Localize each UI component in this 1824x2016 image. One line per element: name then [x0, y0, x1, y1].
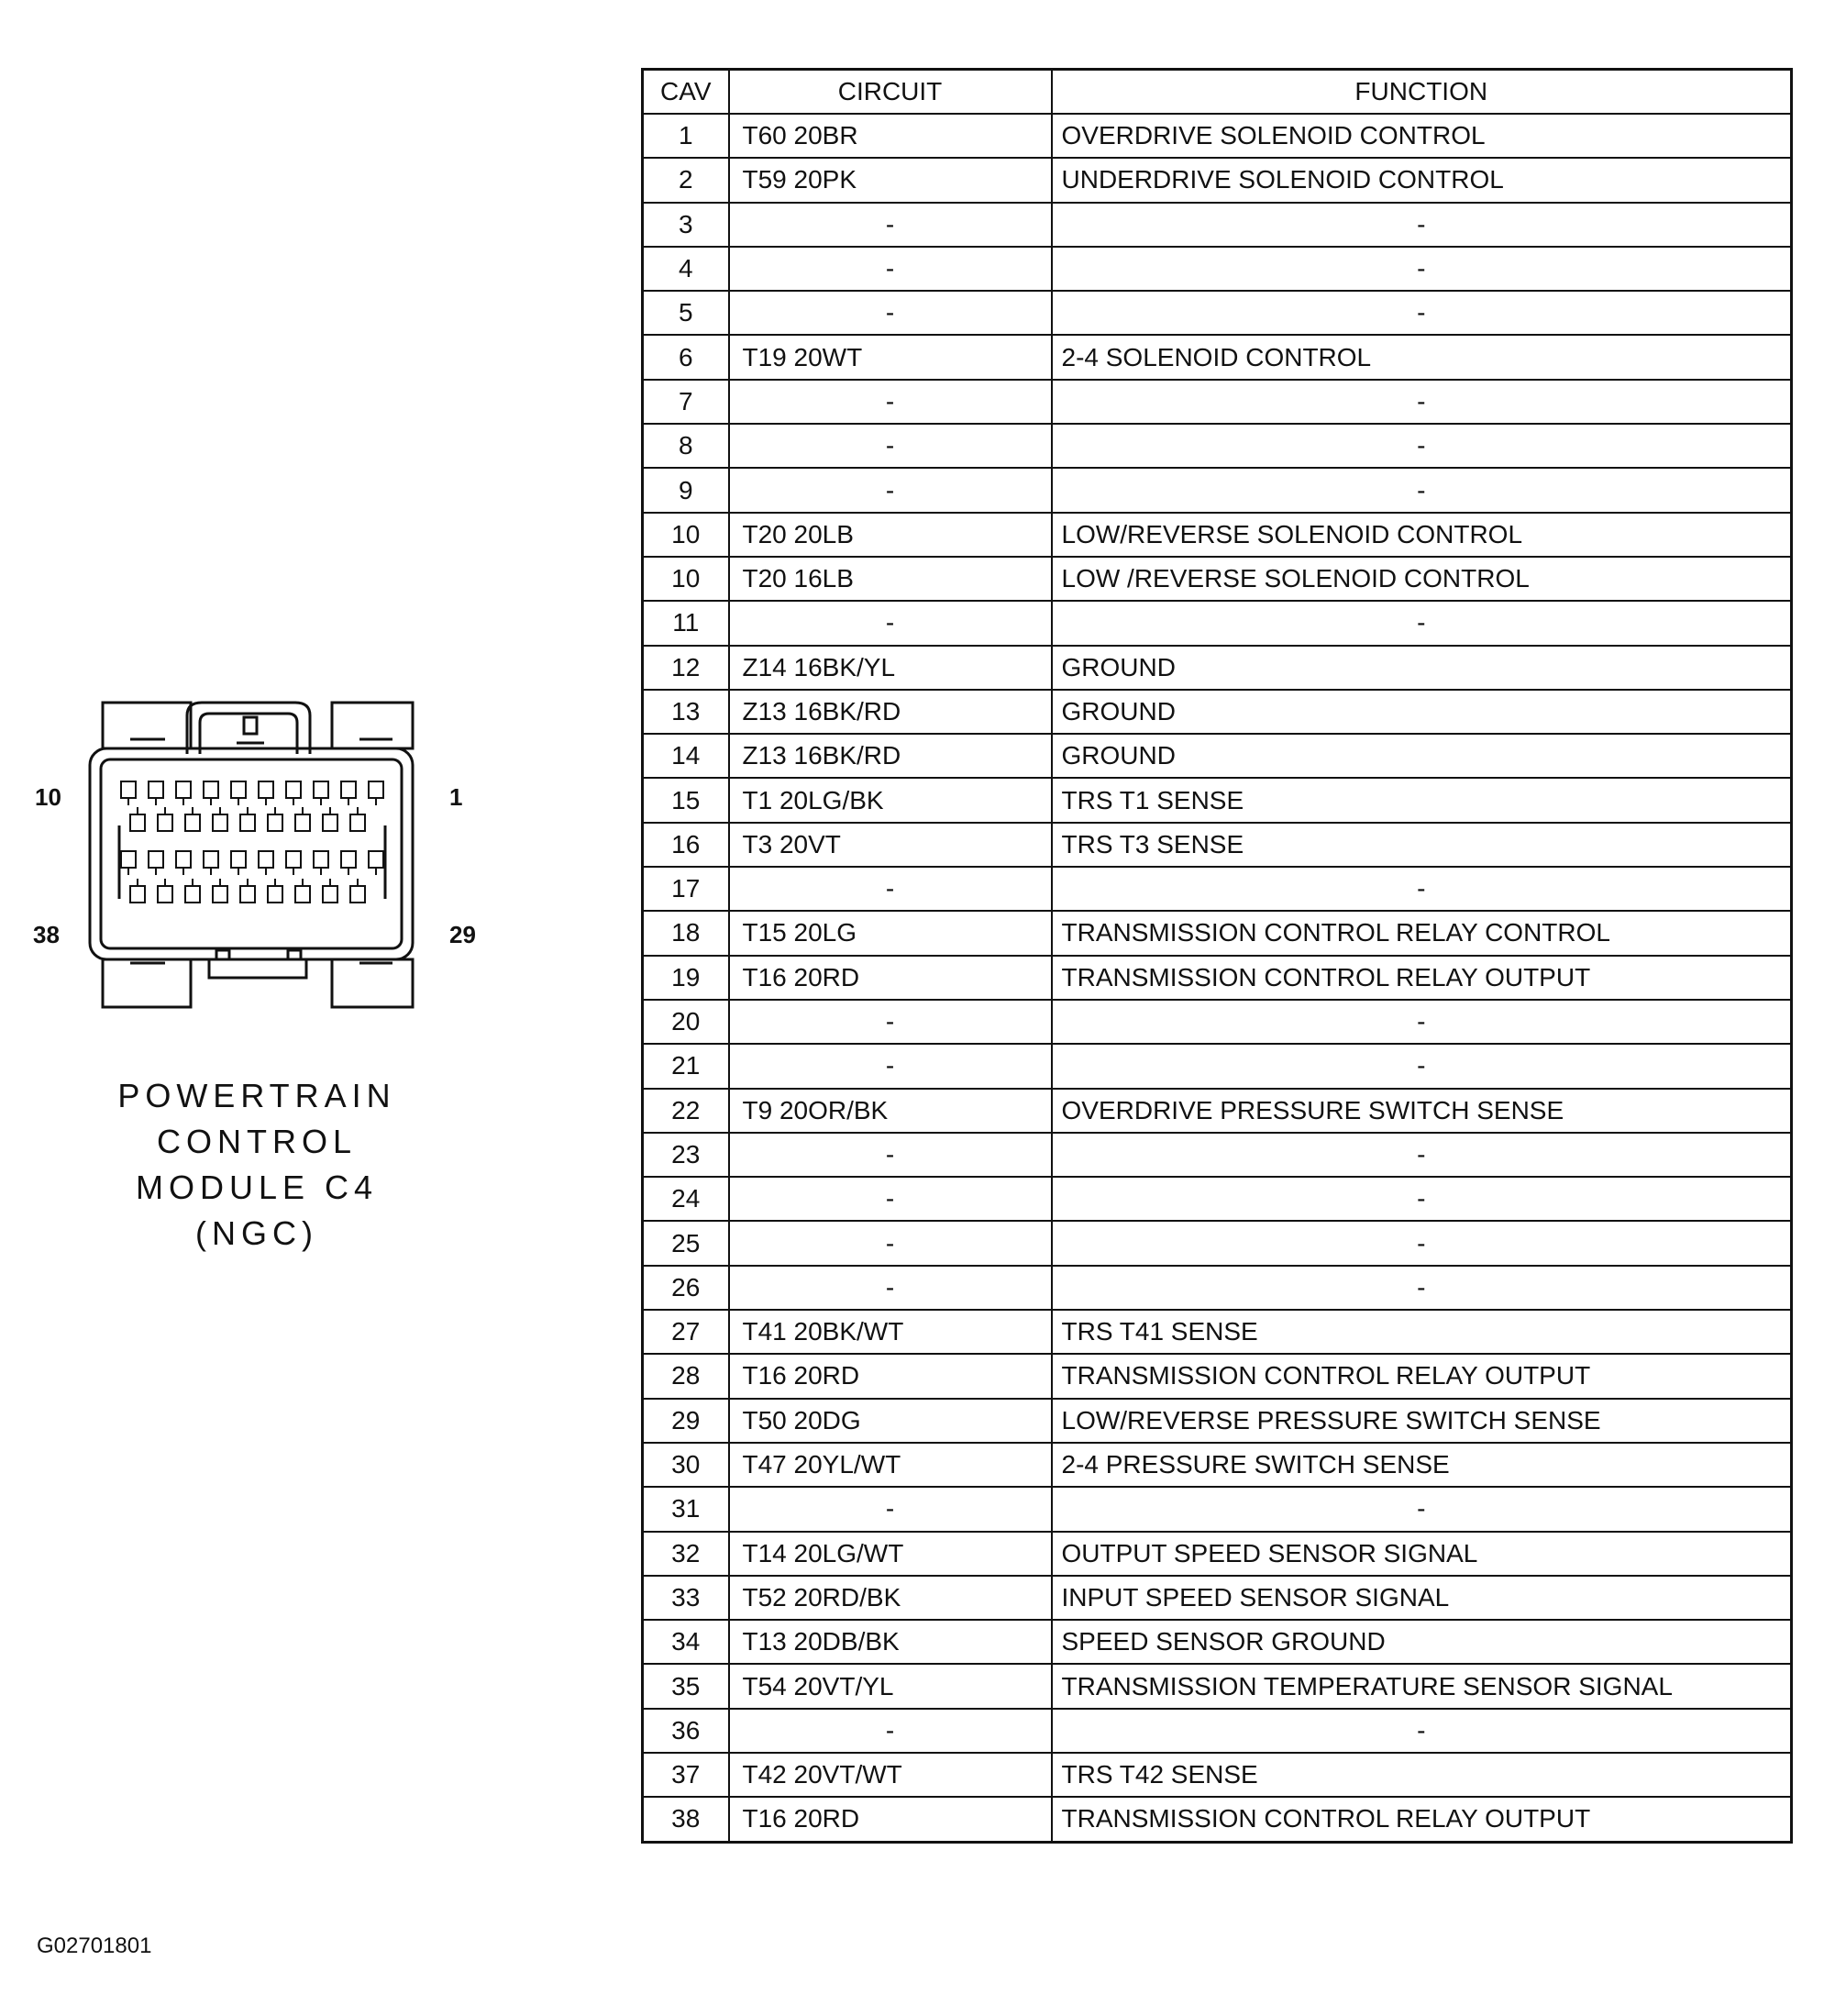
caption-line-3: MODULE C4: [135, 1169, 379, 1206]
circuit-cell: T20 20LB: [729, 513, 1052, 557]
pin-label-10: 10: [35, 783, 61, 811]
circuit-cell: T20 16LB: [729, 557, 1052, 601]
connector-diagram: [0, 679, 514, 1252]
table-row: [643, 646, 1792, 690]
pin-cavity: [268, 886, 282, 903]
pin-cavity: [314, 851, 328, 868]
table-row: [643, 1709, 1792, 1753]
table-row: [643, 380, 1792, 424]
table-row: [643, 734, 1792, 778]
circuit-cell: -: [729, 1000, 1052, 1044]
cav-cell: 24: [643, 1177, 729, 1221]
caption-line-2: CONTROL: [156, 1123, 357, 1160]
pin-cavity: [121, 851, 136, 868]
pin-cavity: [341, 781, 356, 798]
table-row: [643, 203, 1792, 247]
function-cell: TRS T1 SENSE: [1052, 778, 1792, 822]
table-row: [643, 1089, 1792, 1133]
table-row: [643, 114, 1792, 158]
table-row: [643, 1532, 1792, 1576]
pin-cavity: [259, 781, 273, 798]
circuit-cell: T52 20RD/BK: [729, 1576, 1052, 1620]
cav-cell: 14: [643, 734, 729, 778]
function-cell: -: [1052, 291, 1792, 335]
function-cell: -: [1052, 247, 1792, 291]
pin-cavity: [240, 814, 255, 831]
cav-cell: 21: [643, 1044, 729, 1088]
table-row: [643, 1797, 1792, 1842]
pin-cavity: [158, 886, 172, 903]
cav-cell: 36: [643, 1709, 729, 1753]
cav-cell: 34: [643, 1620, 729, 1664]
circuit-cell: -: [729, 1266, 1052, 1310]
function-cell: TRS T3 SENSE: [1052, 823, 1792, 867]
pin-cavity: [314, 781, 328, 798]
table-row: [643, 1399, 1792, 1443]
pin-cavity: [121, 781, 136, 798]
circuit-cell: T15 20LG: [729, 911, 1052, 955]
table-row: [643, 1221, 1792, 1265]
caption-line-1: POWERTRAIN: [117, 1077, 396, 1114]
pin-label-29: 29: [449, 921, 476, 948]
pin-label-38: 38: [33, 921, 60, 948]
cav-cell: 35: [643, 1664, 729, 1708]
function-cell: LOW/REVERSE SOLENOID CONTROL: [1052, 513, 1792, 557]
pin-cavity: [185, 886, 200, 903]
pin-cavity: [268, 814, 282, 831]
function-cell: -: [1052, 424, 1792, 468]
table-row: [643, 1000, 1792, 1044]
function-cell: UNDERDRIVE SOLENOID CONTROL: [1052, 158, 1792, 202]
function-cell: -: [1052, 1709, 1792, 1753]
cav-cell: 18: [643, 911, 729, 955]
circuit-cell: -: [729, 1709, 1052, 1753]
cav-cell: 29: [643, 1399, 729, 1443]
table-row: [643, 867, 1792, 911]
cav-cell: 4: [643, 247, 729, 291]
pin-cavity: [213, 814, 227, 831]
function-cell: OUTPUT SPEED SENSOR SIGNAL: [1052, 1532, 1792, 1576]
circuit-cell: -: [729, 380, 1052, 424]
cav-cell: 16: [643, 823, 729, 867]
table-row: [643, 956, 1792, 1000]
function-cell: -: [1052, 203, 1792, 247]
pin-cavity: [130, 814, 145, 831]
table-row: [643, 468, 1792, 512]
table-row: [643, 690, 1792, 734]
pin-cavity: [350, 886, 365, 903]
cav-cell: 6: [643, 335, 729, 379]
cav-cell: 32: [643, 1532, 729, 1576]
table-row: [643, 1443, 1792, 1487]
function-cell: TRANSMISSION CONTROL RELAY OUTPUT: [1052, 1354, 1792, 1398]
circuit-cell: T14 20LG/WT: [729, 1532, 1052, 1576]
function-cell: -: [1052, 1266, 1792, 1310]
function-cell: -: [1052, 1487, 1792, 1531]
cav-cell: 22: [643, 1089, 729, 1133]
circuit-cell: -: [729, 1177, 1052, 1221]
table-row: [643, 1266, 1792, 1310]
cav-cell: 2: [643, 158, 729, 202]
circuit-cell: -: [729, 424, 1052, 468]
pin-cavity: [323, 814, 337, 831]
cav-cell: 10: [643, 513, 729, 557]
circuit-cell: T16 20RD: [729, 956, 1052, 1000]
circuit-cell: -: [729, 1221, 1052, 1265]
pin-cavity: [323, 886, 337, 903]
circuit-cell: -: [729, 1487, 1052, 1531]
table-row: [643, 424, 1792, 468]
function-cell: GROUND: [1052, 690, 1792, 734]
pin-cavity: [369, 851, 383, 868]
cavity-table: [641, 68, 1793, 1844]
circuit-cell: T41 20BK/WT: [729, 1310, 1052, 1354]
pin-cavity: [240, 886, 255, 903]
table-row: [643, 778, 1792, 822]
pin-cavity: [204, 851, 218, 868]
function-cell: INPUT SPEED SENSOR SIGNAL: [1052, 1576, 1792, 1620]
table-row: [643, 557, 1792, 601]
function-cell: -: [1052, 1000, 1792, 1044]
circuit-cell: -: [729, 601, 1052, 645]
function-cell: GROUND: [1052, 646, 1792, 690]
pin-cavity: [295, 814, 310, 831]
function-cell: TRS T41 SENSE: [1052, 1310, 1792, 1354]
function-cell: TRANSMISSION CONTROL RELAY OUTPUT: [1052, 1797, 1792, 1842]
circuit-cell: -: [729, 247, 1052, 291]
function-cell: 2-4 SOLENOID CONTROL: [1052, 335, 1792, 379]
function-cell: -: [1052, 1044, 1792, 1088]
pin-cavity: [149, 781, 163, 798]
cav-cell: 23: [643, 1133, 729, 1177]
pin-cavity: [259, 851, 273, 868]
pin-cavity: [213, 886, 227, 903]
function-cell: -: [1052, 1221, 1792, 1265]
circuit-cell: -: [729, 203, 1052, 247]
cav-cell: 3: [643, 203, 729, 247]
cav-cell: 9: [643, 468, 729, 512]
pin-cavity: [158, 814, 172, 831]
function-cell: GROUND: [1052, 734, 1792, 778]
circuit-cell: -: [729, 291, 1052, 335]
function-cell: -: [1052, 468, 1792, 512]
circuit-cell: T47 20YL/WT: [729, 1443, 1052, 1487]
pin-cavity: [176, 781, 191, 798]
table-row: [643, 1576, 1792, 1620]
cav-cell: 27: [643, 1310, 729, 1354]
function-cell: SPEED SENSOR GROUND: [1052, 1620, 1792, 1664]
table-row: [643, 823, 1792, 867]
cav-cell: 20: [643, 1000, 729, 1044]
circuit-cell: T13 20DB/BK: [729, 1620, 1052, 1664]
function-cell: -: [1052, 601, 1792, 645]
table-row: [643, 247, 1792, 291]
function-cell: -: [1052, 380, 1792, 424]
cav-cell: 10: [643, 557, 729, 601]
cav-cell: 38: [643, 1797, 729, 1842]
cav-cell: 1: [643, 114, 729, 158]
circuit-cell: -: [729, 1044, 1052, 1088]
table-row: [643, 1753, 1792, 1797]
header-circuit: CIRCUIT: [729, 70, 1052, 115]
pin-cavity: [295, 886, 310, 903]
pin-cavity: [185, 814, 200, 831]
table-row: [643, 1354, 1792, 1398]
table-row: [643, 1133, 1792, 1177]
connector-caption: [55, 1073, 459, 1257]
function-cell: OVERDRIVE SOLENOID CONTROL: [1052, 114, 1792, 158]
function-cell: LOW /REVERSE SOLENOID CONTROL: [1052, 557, 1792, 601]
table-row: [643, 335, 1792, 379]
circuit-cell: -: [729, 468, 1052, 512]
circuit-cell: -: [729, 1133, 1052, 1177]
pin-cavity: [231, 781, 246, 798]
function-cell: TRANSMISSION TEMPERATURE SENSOR SIGNAL: [1052, 1664, 1792, 1708]
circuit-cell: Z13 16BK/RD: [729, 734, 1052, 778]
circuit-cell: Z14 16BK/YL: [729, 646, 1052, 690]
pin-cavity: [341, 851, 356, 868]
table-row: [643, 513, 1792, 557]
cav-cell: 17: [643, 867, 729, 911]
function-cell: -: [1052, 1133, 1792, 1177]
cav-cell: 26: [643, 1266, 729, 1310]
cav-cell: 15: [643, 778, 729, 822]
circuit-cell: -: [729, 867, 1052, 911]
function-cell: -: [1052, 867, 1792, 911]
circuit-cell: T42 20VT/WT: [729, 1753, 1052, 1797]
circuit-cell: T19 20WT: [729, 335, 1052, 379]
circuit-cell: T3 20VT: [729, 823, 1052, 867]
table-row: [643, 1620, 1792, 1664]
table-row: [643, 1310, 1792, 1354]
pin-label-1: 1: [449, 783, 463, 811]
caption-line-4: (NGC): [195, 1214, 318, 1252]
circuit-cell: T9 20OR/BK: [729, 1089, 1052, 1133]
figure-id: G02701801: [37, 1933, 152, 1958]
circuit-cell: Z13 16BK/RD: [729, 690, 1052, 734]
pin-cavity: [149, 851, 163, 868]
function-cell: 2-4 PRESSURE SWITCH SENSE: [1052, 1443, 1792, 1487]
pin-cavity: [231, 851, 246, 868]
circuit-cell: T16 20RD: [729, 1797, 1052, 1842]
pin-cavity: [204, 781, 218, 798]
cav-cell: 12: [643, 646, 729, 690]
circuit-cell: T60 20BR: [729, 114, 1052, 158]
cav-cell: 30: [643, 1443, 729, 1487]
pin-cavity: [130, 886, 145, 903]
circuit-cell: T16 20RD: [729, 1354, 1052, 1398]
cav-cell: 8: [643, 424, 729, 468]
table-row: [643, 158, 1792, 202]
cav-cell: 31: [643, 1487, 729, 1531]
table-row: [643, 911, 1792, 955]
table-row: [643, 1664, 1792, 1708]
pin-cavity: [176, 851, 191, 868]
circuit-cell: T1 20LG/BK: [729, 778, 1052, 822]
function-cell: LOW/REVERSE PRESSURE SWITCH SENSE: [1052, 1399, 1792, 1443]
function-cell: TRANSMISSION CONTROL RELAY CONTROL: [1052, 911, 1792, 955]
circuit-cell: T50 20DG: [729, 1399, 1052, 1443]
table-row: [643, 601, 1792, 645]
pin-cavity: [286, 781, 301, 798]
table-row: [643, 1487, 1792, 1531]
pin-cavity: [350, 814, 365, 831]
function-cell: -: [1052, 1177, 1792, 1221]
cav-cell: 5: [643, 291, 729, 335]
cav-cell: 33: [643, 1576, 729, 1620]
cav-cell: 37: [643, 1753, 729, 1797]
cav-cell: 11: [643, 601, 729, 645]
cav-cell: 28: [643, 1354, 729, 1398]
cav-cell: 13: [643, 690, 729, 734]
cav-cell: 25: [643, 1221, 729, 1265]
function-cell: OVERDRIVE PRESSURE SWITCH SENSE: [1052, 1089, 1792, 1133]
cav-cell: 19: [643, 956, 729, 1000]
table-row: [643, 291, 1792, 335]
circuit-cell: T59 20PK: [729, 158, 1052, 202]
circuit-cell: T54 20VT/YL: [729, 1664, 1052, 1708]
function-cell: TRANSMISSION CONTROL RELAY OUTPUT: [1052, 956, 1792, 1000]
connector-body-drawing: [0, 679, 514, 1064]
function-cell: TRS T42 SENSE: [1052, 1753, 1792, 1797]
table-row: [643, 1044, 1792, 1088]
pin-cavity: [286, 851, 301, 868]
table-header-row: [643, 70, 1792, 115]
header-cav: CAV: [643, 70, 729, 115]
pin-cavity: [369, 781, 383, 798]
header-function: FUNCTION: [1052, 70, 1792, 115]
table-row: [643, 1177, 1792, 1221]
cav-cell: 7: [643, 380, 729, 424]
